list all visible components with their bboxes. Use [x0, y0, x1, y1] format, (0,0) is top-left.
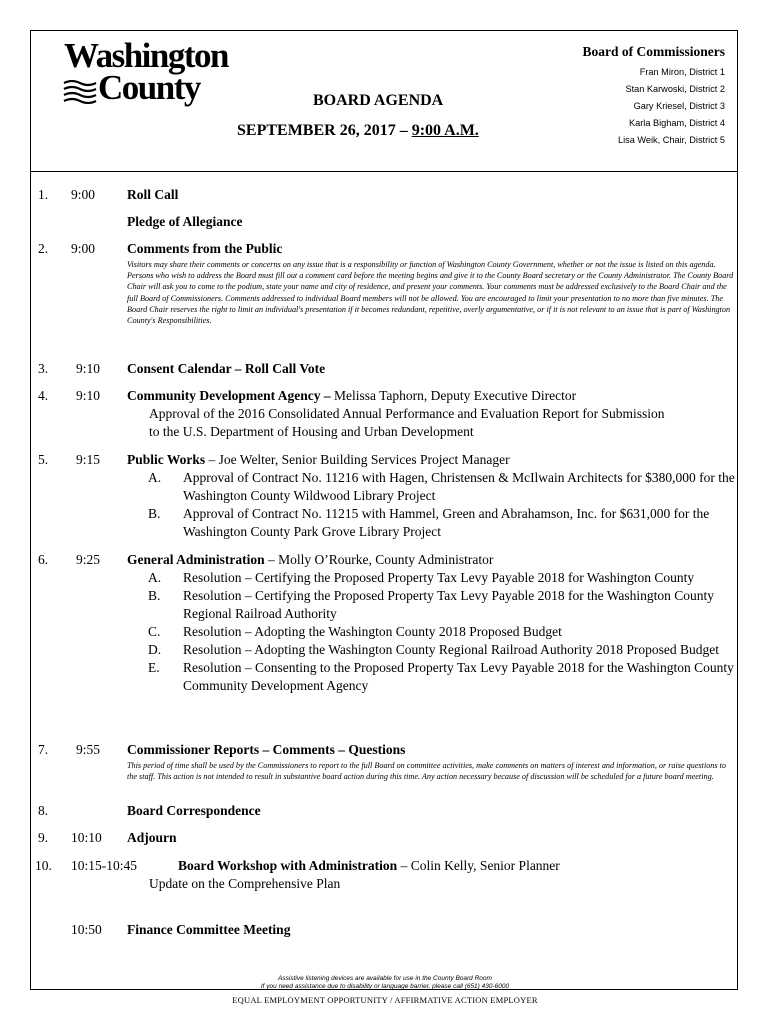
sub-item-letter: A.	[148, 570, 162, 585]
item-title: Comments from the Public	[127, 241, 283, 256]
item-number: 6.	[38, 552, 49, 567]
sub-item	[127, 469, 737, 505]
sub-item	[127, 641, 737, 659]
item-number: 8.	[38, 803, 49, 818]
sub-item-letter: D.	[148, 642, 162, 657]
logo-waves-icon	[62, 80, 102, 104]
item-title: Consent Calendar – Roll Call Vote	[127, 361, 326, 376]
item-number: 3.	[38, 361, 49, 376]
item-title: Board Correspondence	[127, 803, 261, 818]
item-time: 9:00	[71, 187, 96, 202]
sub-item	[127, 505, 737, 541]
footer-assistance-note: If you need assistance due to disability or language barrier, please call (651) 430-6000	[260, 983, 510, 989]
item-note: Visitors may share their comments or concerns on any issue that is a responsibility or function of Washington County Government, whether or not the issue is listed on this agenda. Persons who wish to address the Board must fill out a comment card before the meeting begins and give it to the County Board secretary or the County Administrator. The County Board Chair will ask you to come to the podium, state your name and city of residence, and present your comments. Your comments must be addressed exclusively to the Board Chair and the full Board of Commissioners. Comments addressed to individual Board members will not be allowed. You are encouraged to limit your presentation to no more than five minutes. The Board Chair reserves the right to limit an individual's presentation if it becomes redundant, repetitive, overly argumentative, or if it is not relevant to an issue that is part of Washington County's Responsibilities.	[127, 260, 734, 326]
item-note: This period of time shall be used by the Commissioners to report to the full Board on committee activities, make comments on matters of interest and information, or raise questions to the staff. This action is not intended to result in substantive board action during this time. Any action necessary because of discussion will be scheduled for a future board meeting.	[127, 761, 727, 782]
item-presenter: – Joe Welter, Senior Building Services Project Manager	[205, 452, 510, 467]
item-time: 9:10	[76, 361, 101, 376]
commissioner-2: Stan Karwoski, District 2	[625, 84, 725, 94]
item-description: Update on the Comprehensive Plan	[149, 876, 341, 891]
board-of-commissioners	[583, 44, 726, 152]
footer-assistive-note: Assistive listening devices are available for use in the County Board Room	[278, 975, 492, 982]
item-presenter: – Molly O’Rourke, County Administrator	[264, 552, 494, 567]
item-time: 9:00	[71, 241, 96, 256]
agenda-date	[237, 122, 479, 140]
agenda-date-time: 9:00 A.M.	[411, 122, 479, 139]
item-number: 5.	[38, 452, 49, 467]
logo-word-washington: Washington	[64, 36, 228, 75]
commissioner-3: Gary Kriesel, District 3	[633, 101, 725, 111]
washington-county-logo	[62, 36, 232, 110]
item-title: Adjourn	[127, 830, 177, 845]
sub-item	[127, 623, 737, 641]
item-time: 9:10	[76, 388, 101, 403]
item-number: 7.	[38, 742, 49, 757]
sub-item-text: Resolution – Consenting to the Proposed Property Tax Levy Payable 2018 for the Washington County Community Development Agency	[183, 660, 734, 693]
item-description: to the U.S. Department of Housing and Urban Development	[149, 424, 474, 439]
item-title: General Administration	[127, 552, 265, 567]
item-number: 10.	[35, 858, 52, 873]
sub-item	[127, 569, 737, 587]
sub-item-letter: A.	[148, 470, 162, 485]
item-time: 10:10	[71, 830, 102, 845]
item-number: 9.	[38, 830, 49, 845]
logo-word-county: County	[98, 68, 200, 107]
sub-item-text: Resolution – Certifying the Proposed Property Tax Levy Payable 2018 for the Washington County Regional Railroad Authority	[183, 588, 715, 621]
item-title: Board Workshop with Administration	[178, 858, 398, 873]
item-title: Finance Committee Meeting	[127, 922, 291, 937]
item-title: Public Works	[127, 452, 206, 467]
item-number: 1.	[38, 187, 49, 202]
header-divider	[30, 171, 738, 172]
footer-eeo-statement: EQUAL EMPLOYMENT OPPORTUNITY / AFFIRMATIVE ACTION EMPLOYER	[232, 995, 538, 1005]
sub-item-text: Approval of Contract No. 11216 with Hagen, Christensen & McIlwain Architects for $380,000 for the Washington County Wildwood Library Project	[183, 470, 735, 503]
item-time: 9:15	[76, 452, 101, 467]
item-time: 10:50	[71, 922, 102, 937]
sub-item	[127, 659, 737, 695]
commissioner-4: Karla Bigham, District 4	[629, 118, 725, 128]
sub-item-text: Approval of Contract No. 11215 with Hammel, Green and Abrahamson, Inc. for $631,000 for the Washington County Park Grove Library Project	[183, 506, 710, 539]
item-title: Commissioner Reports – Comments – Questions	[127, 742, 406, 757]
sub-item	[127, 587, 737, 623]
item-number: 4.	[38, 388, 49, 403]
sub-item-letter: B.	[148, 588, 161, 603]
sub-item-letter: C.	[148, 624, 161, 639]
sub-item-text: Resolution – Adopting the Washington County 2018 Proposed Budget	[183, 624, 562, 639]
sub-item-text: Resolution – Adopting the Washington County Regional Railroad Authority 2018 Proposed Budget	[183, 642, 720, 657]
item-presenter: – Colin Kelly, Senior Planner	[397, 858, 560, 873]
item-number: 2.	[38, 241, 49, 256]
commissioner-5: Lisa Weik, Chair, District 5	[617, 135, 725, 145]
item-title: Community Development Agency –	[127, 388, 331, 403]
agenda-title: BOARD AGENDA	[313, 92, 444, 109]
item-title: Roll Call	[127, 187, 179, 202]
board-title: Board of Commissioners	[582, 44, 725, 59]
sub-item-letter: B.	[148, 506, 161, 521]
item-time: 9:55	[76, 742, 101, 757]
item-time: 9:25	[76, 552, 101, 567]
item-presenter: Melissa Taphorn, Deputy Executive Director	[330, 388, 577, 403]
sub-item-text: Resolution – Certifying the Proposed Property Tax Levy Payable 2018 for Washington County	[183, 570, 695, 585]
item-description: Approval of the 2016 Consolidated Annual Performance and Evaluation Report for Submission	[149, 406, 665, 421]
commissioner-1: Fran Miron, District 1	[639, 67, 725, 77]
item-time: 10:15-10:45	[71, 858, 137, 873]
item-subtitle: Pledge of Allegiance	[127, 214, 243, 229]
sub-item-letter: E.	[148, 660, 160, 675]
agenda-date-day: SEPTEMBER 26, 2017 –	[237, 122, 412, 139]
